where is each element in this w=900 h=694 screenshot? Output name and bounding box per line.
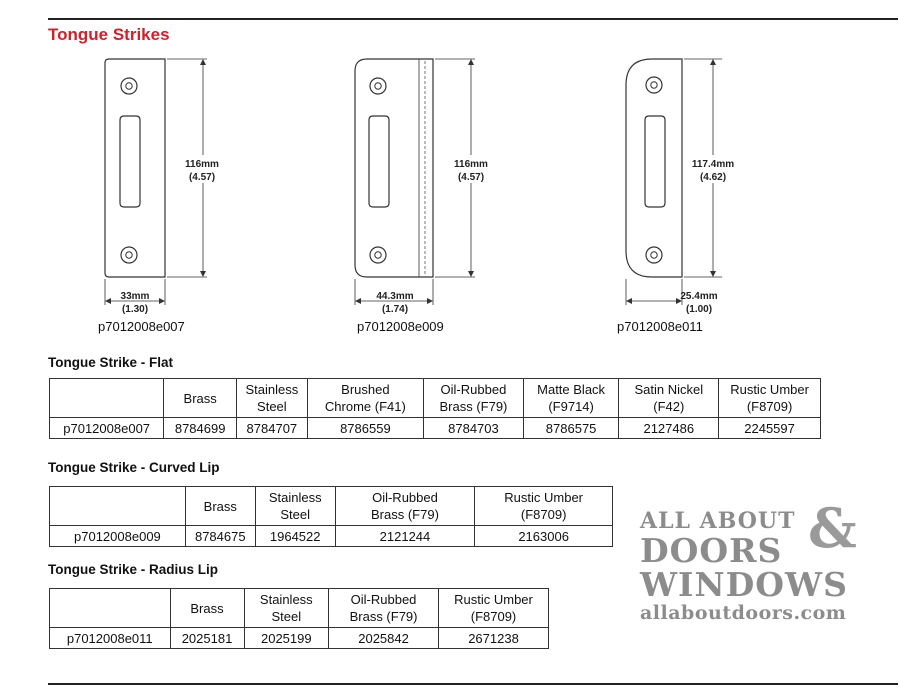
table-cell: 2245597 xyxy=(719,418,821,439)
table-cell: 2025199 xyxy=(244,628,329,649)
height-in-label: (4.57) xyxy=(457,172,485,183)
table-cell: p7012008e007 xyxy=(50,418,164,439)
height-mm-label: 116mm xyxy=(185,159,219,170)
table-header-cell: Satin Nickel (F42) xyxy=(619,379,719,418)
table-cell: p7012008e009 xyxy=(50,526,186,547)
table-header-cell: Stainless Steel xyxy=(237,379,308,418)
page-title: Tongue Strikes xyxy=(48,25,170,44)
strike-diagram-radius-lip xyxy=(610,55,760,315)
table-cell: 8784707 xyxy=(237,418,308,439)
table-cell: 8786559 xyxy=(307,418,423,439)
watermark-logo xyxy=(640,496,880,624)
section-title-radius-lip: Tongue Strike - Radius Lip xyxy=(48,562,219,577)
top-rule xyxy=(48,18,898,20)
table-cell: 2025181 xyxy=(170,628,244,649)
table-header-cell xyxy=(50,487,186,526)
table-header-cell: Oil-Rubbed Brass (F79) xyxy=(329,589,439,628)
table-header-cell: Rustic Umber (F8709) xyxy=(475,487,613,526)
table-header-cell: Stainless Steel xyxy=(244,589,329,628)
table-header-cell: Brushed Chrome (F41) xyxy=(307,379,423,418)
table-header-cell xyxy=(50,589,171,628)
table-header-cell xyxy=(50,379,164,418)
height-in-label: (4.62) xyxy=(699,172,727,183)
table-row xyxy=(50,418,821,439)
height-mm-label: 116mm xyxy=(454,159,488,170)
width-mm-label: 33mm xyxy=(120,291,150,302)
width-mm-label: 44.3mm xyxy=(376,291,414,302)
table-cell: 2127486 xyxy=(619,418,719,439)
diagram-part-label: p7012008e007 xyxy=(98,319,185,334)
table-cell: 8786575 xyxy=(523,418,619,439)
table-cell: 1964522 xyxy=(255,526,335,547)
table-header-cell: Rustic Umber (F8709) xyxy=(719,379,821,418)
section-title-flat: Tongue Strike - Flat xyxy=(48,355,174,370)
height-in-label: (4.57) xyxy=(188,172,216,183)
table-cell: 2671238 xyxy=(439,628,549,649)
watermark-line2: DOORS xyxy=(640,531,783,570)
spec-table-curved-lip xyxy=(49,486,613,547)
table-header-cell: Brass xyxy=(185,487,255,526)
width-mm-label: 25.4mm xyxy=(680,291,718,302)
width-in-label: (1.00) xyxy=(685,304,713,315)
spec-table-radius-lip xyxy=(49,588,549,649)
strike-diagram-curved-lip xyxy=(345,55,505,315)
table-header-cell: Rustic Umber (F8709) xyxy=(439,589,549,628)
table-cell: 8784703 xyxy=(424,418,524,439)
width-in-label: (1.30) xyxy=(121,304,149,315)
width-in-label: (1.74) xyxy=(381,304,409,315)
table-cell: 2025842 xyxy=(329,628,439,649)
table-header-cell: Matte Black (F9714) xyxy=(523,379,619,418)
spec-table-flat xyxy=(49,378,821,439)
table-cell: 8784675 xyxy=(185,526,255,547)
diagram-part-label: p7012008e009 xyxy=(357,319,444,334)
table-row xyxy=(50,526,613,547)
table-header-cell: Brass xyxy=(164,379,237,418)
watermark-line1: ALL ABOUT xyxy=(640,508,796,534)
section-title-curved-lip: Tongue Strike - Curved Lip xyxy=(48,460,220,475)
table-header-cell: Oil-Rubbed Brass (F79) xyxy=(424,379,524,418)
height-mm-label: 117.4mm xyxy=(691,159,735,170)
watermark-ampersand: & xyxy=(808,496,857,560)
diagram-part-label: p7012008e011 xyxy=(617,319,703,334)
table-cell: 8784699 xyxy=(164,418,237,439)
bottom-rule xyxy=(48,683,898,685)
table-cell: 2163006 xyxy=(475,526,613,547)
table-row xyxy=(50,628,549,649)
table-cell: p7012008e011 xyxy=(50,628,171,649)
watermark-line3: WINDOWS xyxy=(640,565,848,604)
table-header-cell: Oil-Rubbed Brass (F79) xyxy=(335,487,475,526)
table-cell: 2121244 xyxy=(335,526,475,547)
table-header-cell: Brass xyxy=(170,589,244,628)
table-header-cell: Stainless Steel xyxy=(255,487,335,526)
watermark-url: allaboutdoors.com xyxy=(640,602,847,624)
strike-diagram-flat xyxy=(95,55,245,315)
